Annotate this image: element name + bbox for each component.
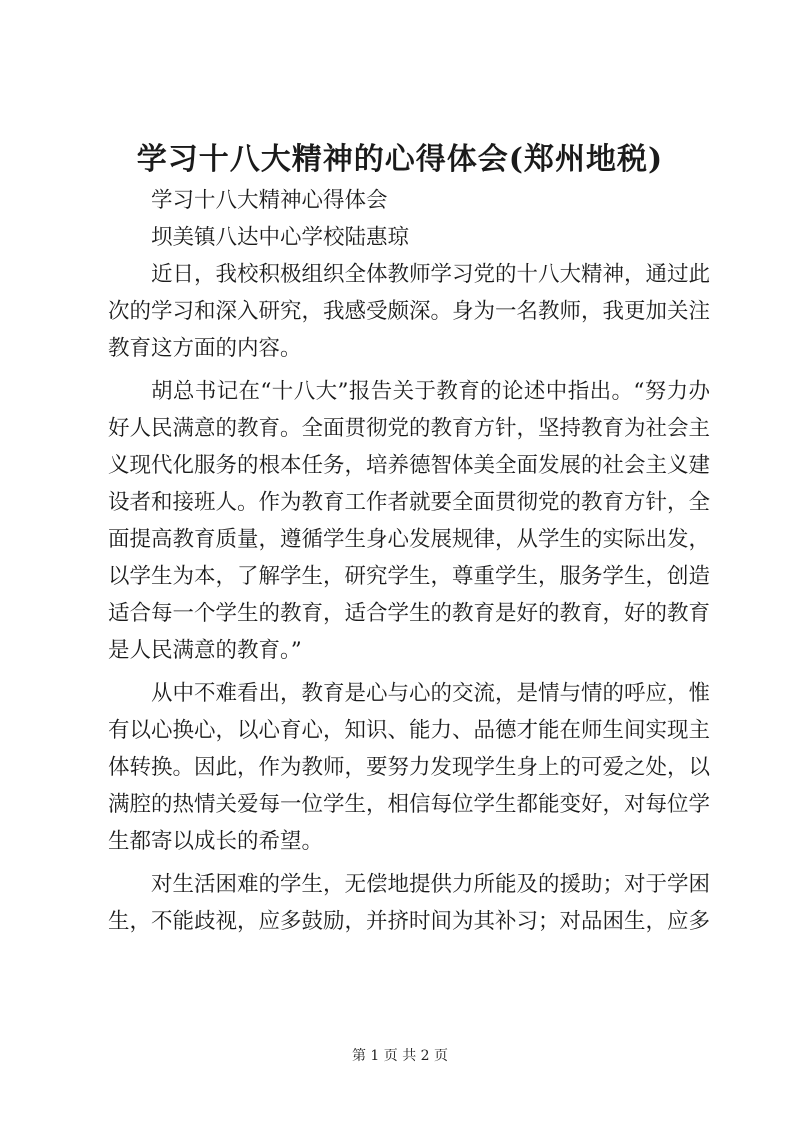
body-paragraph: 胡总书记在“十八大”报告关于教育的论述中指出。“努力办好人民满意的教育。全面贯彻党的教育方针，坚持教育为社会主义现代化服务的根本任务，培养德智体美全面发展的社会主义建设者和接班人。作为教育工作者就要全面贯彻党的教育方针，全面提高教育质量，遵循学生身心发展规律，从学生的实际出发，以学生为本，了解学生，研究学生，尊重学生，服务学生，创造适合每一个学生的教育，适合学生的教育是好的教育，好的教育是人民满意的教育。” [108,379,711,663]
page-number-footer: 第 1 页 共 2 页 [351,1048,449,1064]
document-body [108,182,710,940]
body-paragraph: 从中不难看出，教育是心与心的交流，是情与情的呼应，惟有以心换心，以心育心，知识、能力、品德才能在师生间实现主体转换。因此，作为教师，要努力发现学生身上的可爱之处，以满腔的热情关爱每一位学生，相信每位学生都能变好，对每位学生都寄以成长的希望。 [108,681,711,854]
document-title: 学习十八大精神的心得体会(郑州地税) [136,142,664,177]
body-paragraph: 对生活困难的学生，无偿地提供力所能及的援助；对于学困生，不能歧视，应多鼓励，并挤时间为其补习；对品困生，应多 [108,872,711,934]
author-paragraph: 坝美镇八达中心学校陆惠琼 [151,225,410,250]
body-paragraph: 近日，我校积极组织全体教师学习党的十八大精神，通过此次的学习和深入研究，我感受颇深。身为一名教师，我更加关注教育这方面的内容。 [108,262,711,361]
subtitle-paragraph: 学习十八大精神心得体会 [151,188,388,213]
